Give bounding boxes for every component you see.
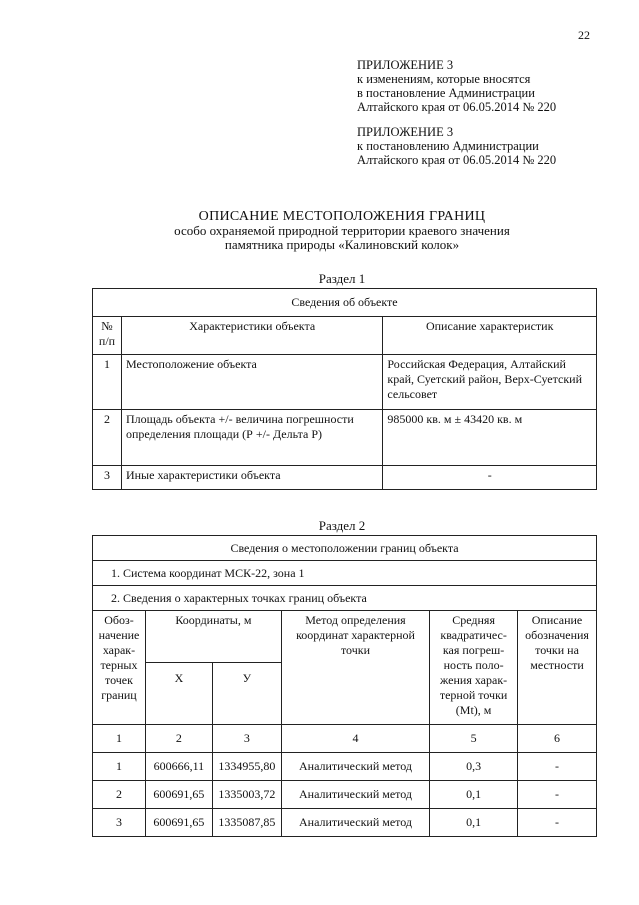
point-description: -: [518, 753, 597, 781]
col-header-method: Метод определения координат характерной точки: [281, 611, 429, 725]
points-info-row: 2. Сведения о характерных точках границ объекта: [93, 586, 597, 611]
point-error: 0,1: [430, 781, 518, 809]
point-error: 0,3: [430, 753, 518, 781]
annex-title: ПРИЛОЖЕНИЕ 3: [357, 125, 454, 139]
row-num: 3: [93, 466, 122, 490]
col-header-coordinates: Координаты, м: [145, 611, 281, 663]
row-num: 2: [93, 410, 122, 466]
col-header-error: Средняя квадратичес-кая погреш-ность поло-жения харак-терной точки (Mt), м: [430, 611, 518, 725]
title-line-2: особо охраняемой природной территории краевого значения: [174, 223, 510, 238]
point-id: 2: [93, 781, 146, 809]
section-2-label: Раздел 2: [318, 518, 366, 533]
table-row: [93, 466, 597, 490]
col-header-y: У: [212, 663, 281, 725]
point-description: -: [518, 781, 597, 809]
annex-to-resolution: [357, 125, 556, 167]
table-title: Сведения о местоположении границ объекта: [93, 536, 597, 561]
point-method: Аналитический метод: [281, 781, 429, 809]
point-x: 600666,11: [145, 753, 212, 781]
point-x: 600691,65: [145, 809, 212, 837]
annex-line: к изменениям, которые вносятся: [357, 72, 531, 86]
document-title: [92, 210, 592, 252]
row-description: 985000 кв. м ± 43420 кв. м: [383, 410, 597, 466]
annex-line: Алтайского края от 06.05.2014 № 220: [357, 153, 557, 167]
annex-to-changes: [357, 58, 556, 114]
title-line-3: памятника природы «Калиновский колок»: [224, 237, 460, 252]
table-row: [93, 753, 597, 781]
point-y: 1334955,80: [212, 753, 281, 781]
col-number: 6: [518, 725, 597, 753]
annex-line: к постановлению Администрации: [357, 139, 539, 153]
annex-line: Алтайского края от 06.05.2014 № 220: [357, 100, 557, 114]
col-header-designation: Обоз-начение харак-терных точек границ: [93, 611, 146, 725]
row-num: 1: [93, 355, 122, 410]
col-number: 1: [93, 725, 146, 753]
col-header-point-description: Описание обозначения точки на местности: [518, 611, 597, 725]
boundary-points-table: [92, 535, 597, 837]
table-row: [93, 355, 597, 410]
section-1-label: Раздел 1: [318, 271, 366, 286]
point-y: 1335087,85: [212, 809, 281, 837]
row-characteristic: Иные характеристики объекта: [121, 466, 382, 490]
page-number: 22: [578, 28, 590, 42]
row-description: -: [383, 466, 597, 490]
col-number: 5: [430, 725, 518, 753]
table-row: [93, 410, 597, 466]
table-title: Сведения об объекте: [93, 289, 597, 317]
point-description: -: [518, 809, 597, 837]
row-description: Российская Федерация, Алтайский край, Суетский район, Верх-Суетский сельсовет: [383, 355, 597, 410]
col-number: 3: [212, 725, 281, 753]
annex-line: в постановление Администрации: [357, 86, 535, 100]
table-row: [93, 809, 597, 837]
coordinate-system-row: 1. Система координат МСК-22, зона 1: [93, 561, 597, 586]
col-header-characteristics: Характеристики объекта: [121, 317, 382, 355]
column-numbers-row: [93, 725, 597, 753]
point-y: 1335003,72: [212, 781, 281, 809]
row-characteristic: Местоположение объекта: [121, 355, 382, 410]
object-info-table: [92, 288, 597, 490]
col-number: 4: [281, 725, 429, 753]
col-header-num: № п/п: [93, 317, 122, 355]
point-x: 600691,65: [145, 781, 212, 809]
table-row: [93, 781, 597, 809]
col-header-x: Х: [145, 663, 212, 725]
title-line-1: ОПИСАНИЕ МЕСТОПОЛОЖЕНИЯ ГРАНИЦ: [198, 209, 486, 224]
point-error: 0,1: [430, 809, 518, 837]
point-method: Аналитический метод: [281, 753, 429, 781]
col-number: 2: [145, 725, 212, 753]
point-method: Аналитический метод: [281, 809, 429, 837]
point-id: 3: [93, 809, 146, 837]
row-characteristic: Площадь объекта +/- величина погрешности определения площади (Р +/- Дельта Р): [121, 410, 382, 466]
col-header-description: Описание характеристик: [383, 317, 597, 355]
point-id: 1: [93, 753, 146, 781]
annex-title: ПРИЛОЖЕНИЕ 3: [357, 58, 454, 72]
